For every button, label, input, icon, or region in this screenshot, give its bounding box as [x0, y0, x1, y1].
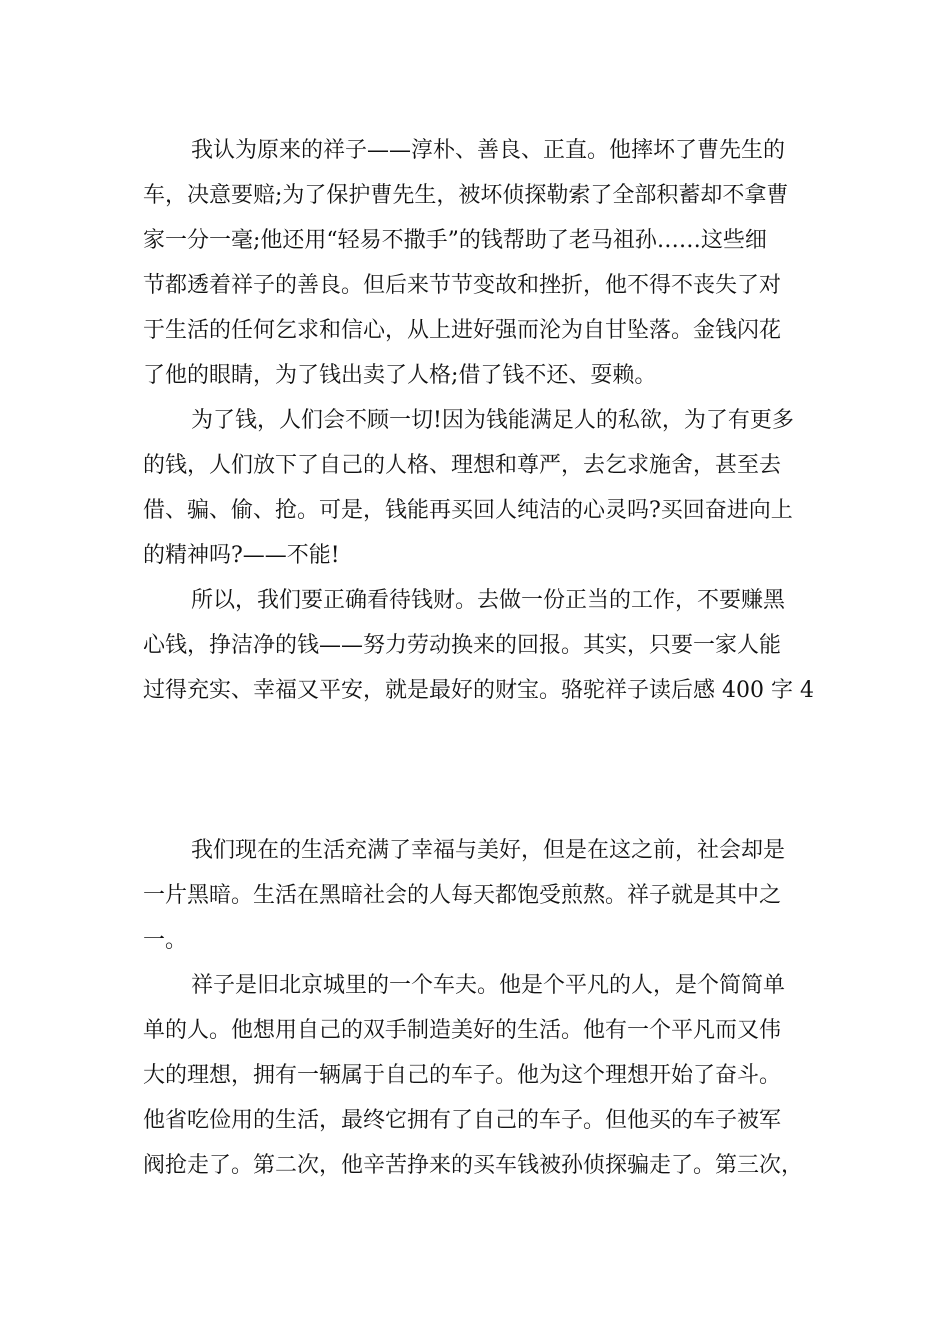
paragraph-line: 了他的眼睛，为了钱出卖了人格;借了钱不还、耍赖。 [143, 363, 657, 388]
paragraph-line: 过得充实、幸福又平安，就是最好的财宝。骆驼祥子读后感 400 字 4 [143, 678, 814, 703]
paragraph-line: 所以，我们要正确看待钱财。去做一份正当的工作，不要赚黑 [191, 588, 786, 613]
paragraph-line: 借、骗、偷、抢。可是，钱能再买回人纯洁的心灵吗?买回奋进向上 [143, 498, 793, 523]
paragraph-1 [143, 128, 823, 398]
paragraph-2 [143, 398, 823, 578]
paragraph-line: 大的理想，拥有一辆属于自己的车子。他为这个理想开始了奋斗。 [143, 1063, 782, 1088]
paragraph-5 [143, 963, 823, 1188]
paragraph-line: 家一分一毫;他还用“轻易不撒手”的钱帮助了老马祖孙……这些细 [143, 228, 767, 253]
paragraph-line: 一片黑暗。生活在黑暗社会的人每天都饱受煎熬。祥子就是其中之 [143, 883, 782, 908]
paragraph-line: 一。 [143, 928, 188, 953]
paragraph-line: 心钱，挣洁净的钱——努力劳动换来的回报。其实，只要一家人能 [143, 633, 782, 658]
paragraph-line: 的精神吗?——不能! [143, 543, 340, 568]
paragraph-line: 我认为原来的祥子——淳朴、善良、正直。他摔坏了曹先生的 [191, 138, 786, 163]
paragraph-line: 于生活的任何乞求和信心，从上进好强而沦为自甘坠落。金钱闪花 [143, 318, 782, 343]
paragraph-line: 节都透着祥子的善良。但后来节节变故和挫折，他不得不丧失了对 [143, 273, 782, 298]
paragraph-3 [143, 578, 823, 713]
paragraph-line: 他省吃俭用的生活，最终它拥有了自己的车子。但他买的车子被军 [143, 1108, 782, 1133]
paragraph-line: 的钱，人们放下了自己的人格、理想和尊严，去乞求施舍，甚至去 [143, 453, 782, 478]
paragraph-line: 阀抢走了。第二次，他辛苦挣来的买车钱被孙侦探骗走了。第三次， [143, 1153, 804, 1178]
text-section-1 [143, 128, 823, 713]
paragraph-line: 为了钱，人们会不顾一切!因为钱能满足人的私欲，为了有更多 [191, 408, 794, 433]
paragraph-line: 车，决意要赔;为了保护曹先生，被坏侦探勒索了全部积蓄却不拿曹 [143, 183, 789, 208]
text-section-2 [143, 828, 823, 1188]
paragraph-line: 祥子是旧北京城里的一个车夫。他是个平凡的人，是个简简单 [191, 973, 786, 998]
paragraph-4 [143, 828, 823, 963]
paragraph-line: 我们现在的生活充满了幸福与美好，但是在这之前，社会却是 [191, 838, 786, 863]
paragraph-line: 单的人。他想用自己的双手制造美好的生活。他有一个平凡而又伟 [143, 1018, 782, 1043]
